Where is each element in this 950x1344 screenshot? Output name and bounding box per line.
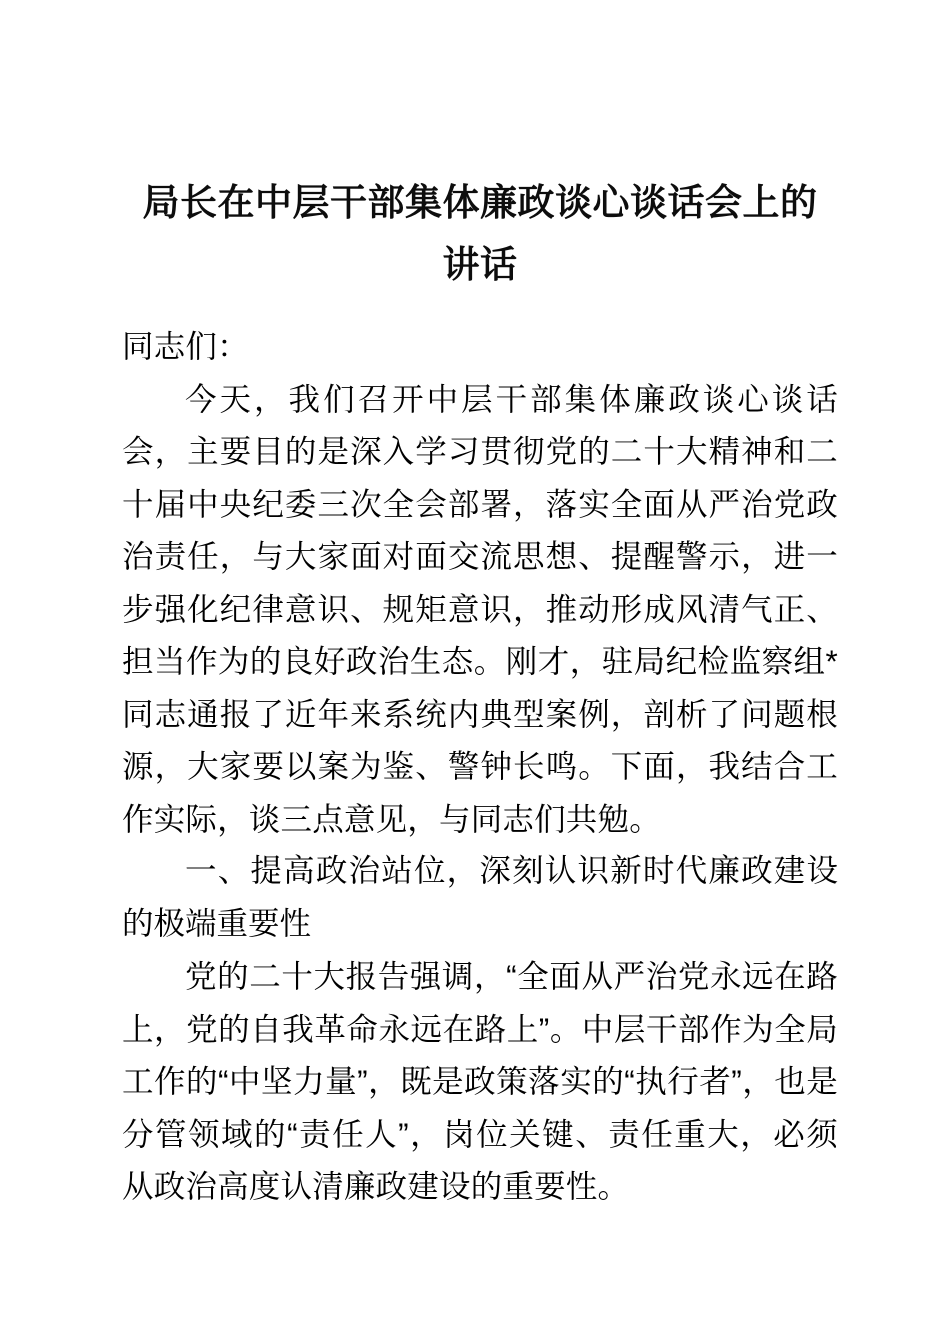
section-heading-1: 一、提高政治站位，深刻认识新时代廉政建设的极端重要性 (122, 853, 838, 942)
salutation: 同志们： (122, 328, 249, 364)
paragraph-section-1-body: 党的二十大报告强调，“全面从严治党永远在路上，党的自我革命永远在路上”。中层干部作为全局工作的“中坚力量”，既是政策落实的“执行者”，也是分管领域的“责任人”，岗位关键、责任重大，必须从政治高度认清廉政建设的重要性。 (122, 958, 838, 1204)
title-line-2: 讲话 (442, 244, 518, 285)
page-title (122, 0, 838, 296)
document-body (122, 0, 838, 1213)
title-line-1: 局长在中层干部集体廉政谈心谈话会上的 (142, 182, 818, 223)
paragraph-intro: 今天，我们召开中层干部集体廉政谈心谈话会，主要目的是深入学习贯彻党的二十大精神和二十届中央纪委三次全会部署，落实全面从严治党政治责任，与大家面对面交流思想、提醒警示，进一步强化纪律意识、规矩意识，推动形成风清气正、担当作为的良好政治生态。刚才，驻局纪检监察组*同志通报了近年来系统内典型案例，剖析了问题根源，大家要以案为鉴、警钟长鸣。下面，我结合工作实际，谈三点意见，与同志们共勉。 (122, 380, 838, 837)
